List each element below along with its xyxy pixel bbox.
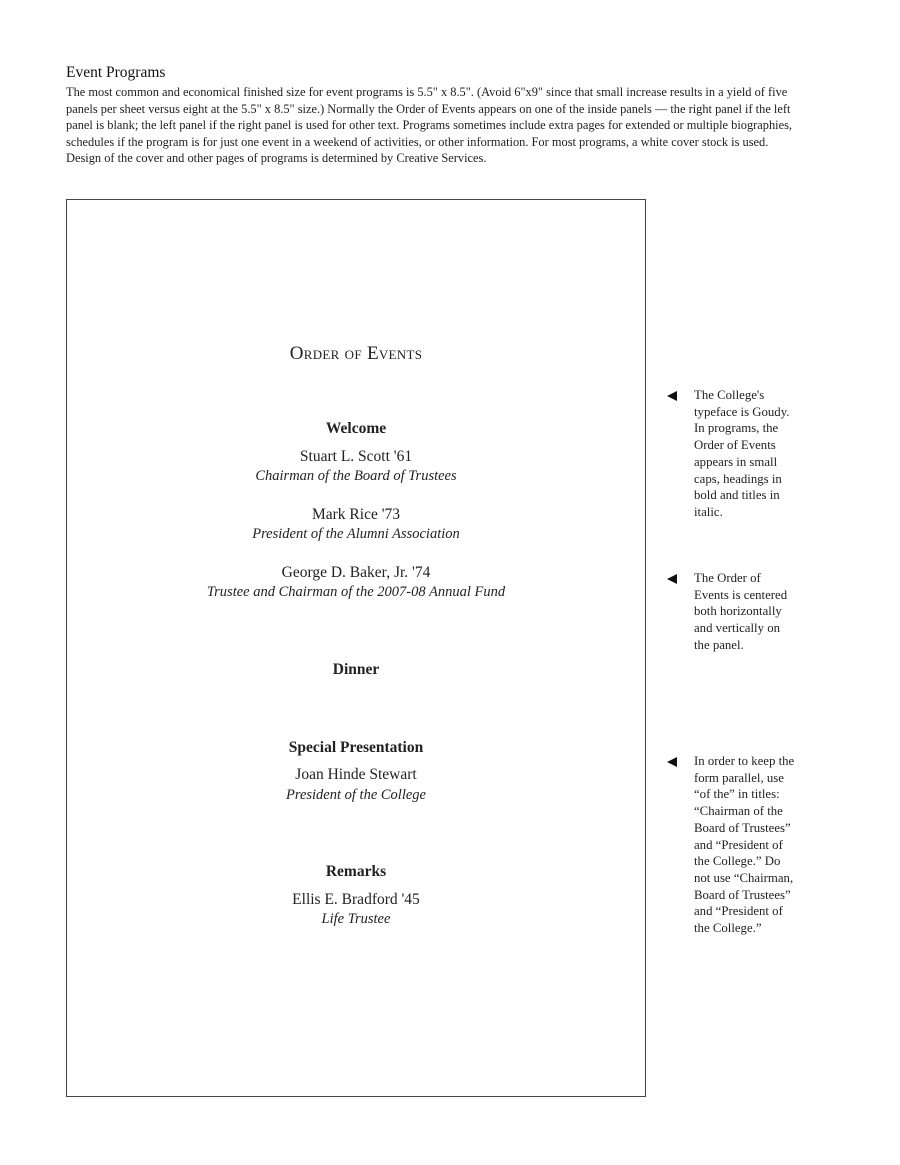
order-of-events-title: Order of Events	[289, 343, 423, 364]
speaker-role: Trustee and Chairman of the 2007-08 Annual Fund	[206, 584, 506, 600]
speaker-role: President of the Alumni Association	[252, 526, 460, 542]
speaker-name: George D. Baker, Jr. '74	[281, 564, 431, 581]
margin-note	[667, 753, 797, 937]
margin-note-text: The College's typeface is Goudy. In programs, the Order of Events appears in small caps, headings in bold and titles in italic.	[694, 388, 790, 519]
left-arrow-icon	[667, 757, 677, 767]
intro-heading: Event Programs	[66, 64, 166, 81]
margin-note	[667, 570, 797, 654]
welcome-heading: Welcome	[325, 420, 387, 437]
speaker-role: Life Trustee	[321, 911, 391, 927]
speaker-name: Mark Rice '73	[311, 506, 401, 523]
special-presentation-heading: Special Presentation	[288, 739, 424, 756]
left-arrow-icon	[667, 574, 677, 584]
speaker-name: Stuart L. Scott '61	[299, 448, 413, 465]
speaker-name: Joan Hinde Stewart	[295, 766, 417, 783]
margin-note-text: The Order of Events is centered both horizontally and vertically on the panel.	[694, 571, 788, 652]
program-panel	[66, 199, 646, 1097]
margin-note	[667, 387, 797, 521]
speaker-role: President of the College	[285, 787, 426, 803]
dinner-heading: Dinner	[332, 661, 380, 678]
intro-section	[66, 64, 796, 167]
margin-note-text: In order to keep the form parallel, use “of the” in titles: “Chairman of the Board of Trustees” and “President of the College.” Do not use “Chairman, Board of Trustees” and “President of the College.”	[694, 754, 795, 936]
remarks-heading: Remarks	[325, 863, 387, 880]
speaker-role: Chairman of the Board of Trustees	[255, 468, 457, 484]
left-arrow-icon	[667, 391, 677, 401]
speaker-name: Ellis E. Bradford '45	[292, 891, 420, 908]
intro-body: The most common and economical finished size for event programs is 5.5" x 8.5". (Avoid 6"x9" since that small increase results in a yield of five panels per sheet versus eight at the 5.5" x 8.5" size.) Normally the Order of Events appears on one of the inside panels — the right panel if the left panel is blank; the left panel if the right panel is used for other text. Programs sometimes include extra pages for extended or multiple biographies, schedules if the program is for just one event in a weekend of activities, or other information. For most programs, a white cover stock is used. Design of the cover and other pages of programs is determined by Creative Services.	[66, 85, 793, 166]
